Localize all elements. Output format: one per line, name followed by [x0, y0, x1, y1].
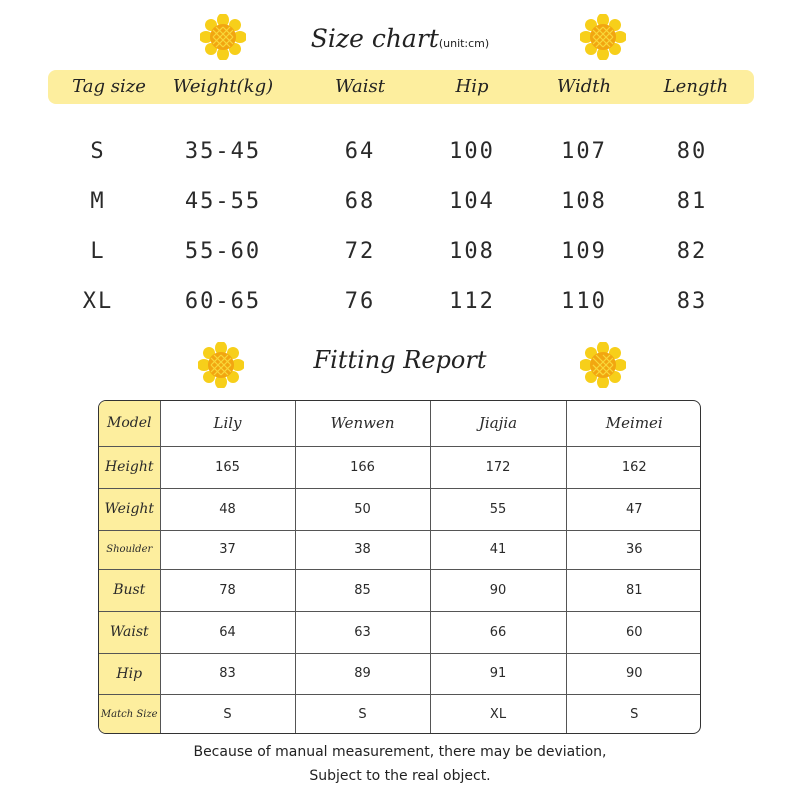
size-chart-title: [0, 24, 800, 53]
size-cell: 81: [676, 189, 708, 214]
table-cell: 37: [160, 530, 295, 569]
model-name: Lily: [160, 401, 295, 446]
table-cell: 47: [566, 488, 701, 530]
table-cell: 66: [430, 611, 566, 653]
model-name: Meimei: [566, 401, 701, 446]
header-hip: Hip: [455, 76, 489, 97]
size-cell: L: [90, 239, 106, 264]
fitting-report-title: Fitting Report: [313, 346, 487, 374]
size-chart-header: [48, 70, 754, 104]
size-cell: 55-60: [184, 239, 262, 264]
row-label-shoulder: Shoulder: [99, 530, 160, 569]
size-cell: 110: [561, 289, 607, 314]
footer-line-1: Because of manual measurement, there may be deviation,: [193, 744, 607, 760]
table-row: [99, 653, 701, 695]
size-chart-title-text: Size chart: [310, 24, 439, 53]
size-cell: 108: [449, 239, 495, 264]
header-weight: Weight(kg): [172, 76, 274, 97]
table-row: [99, 611, 701, 653]
table-cell: 55: [430, 488, 566, 530]
table-cell: 166: [295, 446, 430, 488]
size-cell: 68: [344, 189, 376, 214]
size-cell: S: [90, 139, 106, 164]
table-cell: 63: [295, 611, 430, 653]
fitting-report-table: [98, 400, 701, 734]
table-cell: 90: [430, 569, 566, 611]
table-cell: 172: [430, 446, 566, 488]
table-cell: 89: [295, 653, 430, 695]
size-cell: 76: [344, 289, 376, 314]
row-label-hip: Hip: [99, 653, 160, 695]
footer-note: [0, 740, 800, 788]
size-cell: 100: [449, 139, 495, 164]
size-cell: 80: [676, 139, 708, 164]
table-row: [99, 695, 701, 733]
table-cell: 41: [430, 530, 566, 569]
size-cell: 82: [676, 239, 708, 264]
table-cell: 64: [160, 611, 295, 653]
size-cell: M: [90, 189, 106, 214]
size-cell: 64: [344, 139, 376, 164]
size-cell: 35-45: [184, 139, 262, 164]
table-row: [99, 488, 701, 530]
size-cell: 83: [676, 289, 708, 314]
table-row: [99, 569, 701, 611]
size-row-l: [48, 237, 754, 267]
size-cell: 60-65: [184, 289, 262, 314]
size-row-xl: [48, 287, 754, 317]
table-cell: S: [295, 695, 430, 733]
header-waist: Waist: [335, 76, 385, 97]
model-name: Jiajia: [430, 401, 566, 446]
table-cell: 38: [295, 530, 430, 569]
footer-line-2: Subject to the real object.: [309, 768, 491, 784]
size-row-m: [48, 187, 754, 217]
row-label-match-size: Match Size: [99, 695, 160, 733]
table-cell: 48: [160, 488, 295, 530]
size-cell: 45-55: [184, 189, 262, 214]
size-cell: 112: [449, 289, 495, 314]
table-cell: 36: [566, 530, 701, 569]
table-cell: 50: [295, 488, 430, 530]
header-tag-size: Tag size: [72, 76, 146, 97]
table-cell: 81: [566, 569, 701, 611]
table-cell: 91: [430, 653, 566, 695]
table-cell: 165: [160, 446, 295, 488]
row-label-height: Height: [99, 446, 160, 488]
size-cell: 72: [344, 239, 376, 264]
table-cell: S: [566, 695, 701, 733]
table-cell: XL: [430, 695, 566, 733]
row-label-waist: Waist: [99, 611, 160, 653]
size-chart-unit: (unit:cm): [438, 37, 490, 50]
table-cell: 90: [566, 653, 701, 695]
size-cell: 107: [561, 139, 607, 164]
size-cell: 109: [561, 239, 607, 264]
model-name: Wenwen: [295, 401, 430, 446]
table-row: [99, 401, 701, 446]
size-row-s: [48, 137, 754, 167]
size-cell: 108: [561, 189, 607, 214]
row-label-model: Model: [99, 401, 160, 446]
table-cell: 78: [160, 569, 295, 611]
table-cell: 60: [566, 611, 701, 653]
table-row: [99, 446, 701, 488]
row-label-weight: Weight: [99, 488, 160, 530]
header-length: Length: [663, 76, 729, 97]
table-cell: 83: [160, 653, 295, 695]
size-cell: 104: [449, 189, 495, 214]
size-cell: XL: [82, 289, 114, 314]
table-cell: 85: [295, 569, 430, 611]
header-width: Width: [556, 76, 612, 97]
table-row: [99, 530, 701, 569]
row-label-bust: Bust: [99, 569, 160, 611]
table-cell: 162: [566, 446, 701, 488]
table-cell: S: [160, 695, 295, 733]
